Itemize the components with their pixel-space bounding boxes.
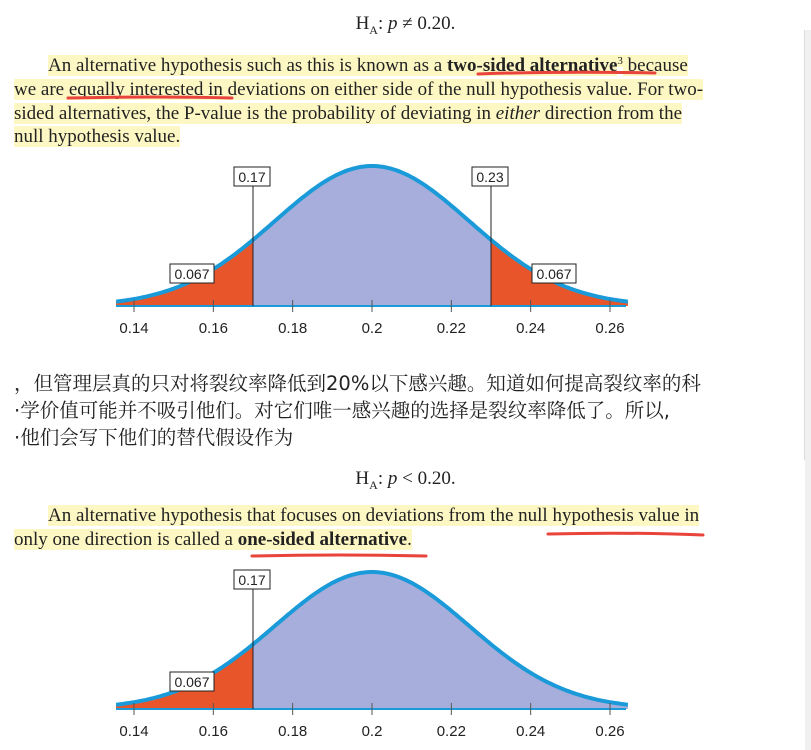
x-tick-label: 0.14 [119, 723, 149, 740]
one-sided-formula: $H_A$: p < 0.20. [355, 468, 456, 492]
x-tick-label: 0.22 [436, 320, 466, 337]
two-sided-paragraph: An alternative hypothesis such as this is known as a two-sided alternative$^3$ because we are equally interested in deviations on either side of the null hypothesis value. For two- sided alternatives, the P-value is the probability of deviating in either direction from the null hypothesis value. [14, 55, 704, 148]
one-sided-term: one-sided alternative [237, 528, 408, 550]
x-tick-label: 0.2 [361, 723, 383, 740]
x-tick-label: 0.16 [198, 320, 228, 337]
underline-one-sided [252, 555, 426, 556]
two-sided-term: two-sided alternative [446, 55, 618, 77]
cutoff-label: 0.17 [238, 572, 266, 588]
x-tick-label: 0.26 [595, 320, 625, 337]
chinese-line: ·他们会写下他们的替代假设作为 [14, 426, 294, 449]
left-tail-label: 0.067 [174, 266, 210, 282]
cutoff-label: 0.23 [476, 169, 504, 185]
x-tick-label: 0.2 [361, 320, 383, 337]
underline-null-hypothesis [548, 533, 703, 535]
x-tick-label: 0.18 [278, 723, 308, 740]
x-tick-label: 0.26 [595, 723, 625, 740]
underline-equally-interested [68, 97, 232, 98]
x-tick-label: 0.18 [278, 320, 308, 337]
left-tail-label: 0.067 [174, 674, 210, 690]
two-sided-formula: $H_A$: p ≠ 0.20. [355, 13, 456, 37]
x-tick-label: 0.24 [516, 723, 546, 740]
x-tick-label: 0.22 [436, 723, 466, 740]
scrollbar[interactable] [805, 30, 811, 750]
cutoff-label: 0.17 [238, 169, 266, 185]
right-tail-label: 0.067 [536, 266, 572, 282]
x-tick-label: 0.14 [119, 320, 149, 337]
chinese-line: ·学价值可能并不吸引他们。对它们唯一感兴趣的选择是裂纹率降低了。所以, [14, 399, 670, 422]
chinese-line: ，但管理层真的只对将裂纹率降低到20%以下感兴趣。知道如何提高裂纹率的科 [14, 372, 701, 395]
x-tick-label: 0.24 [516, 320, 546, 337]
underline-two-sided [478, 72, 655, 74]
x-tick-label: 0.16 [198, 723, 228, 740]
one-sided-paragraph: An alternative hypothesis that focuses on deviations from the null hypothesis value in only one direction is called a one-sided alternative. [14, 505, 700, 550]
